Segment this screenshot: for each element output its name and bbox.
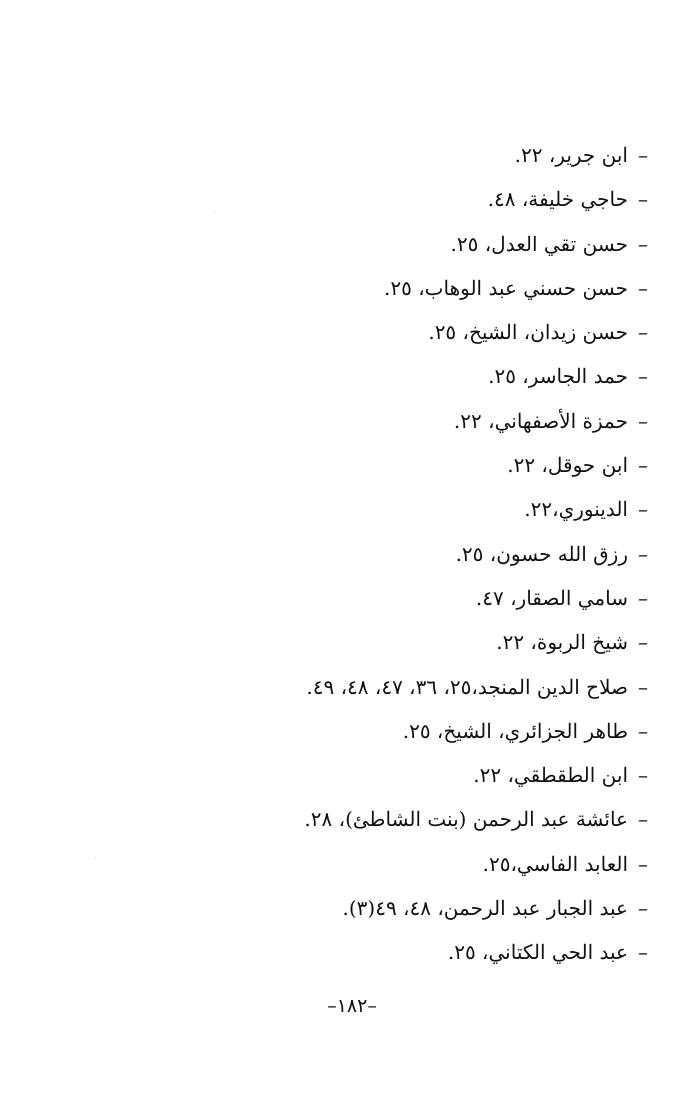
entry-dash: –: [638, 896, 648, 921]
index-entry: [48, 576, 648, 620]
entry-text: حمزة الأصفهاني، ٢٢.: [453, 408, 628, 433]
scan-speck: [214, 211, 215, 212]
index-entry: [48, 665, 648, 709]
entry-dash: –: [638, 453, 648, 478]
entry-text: ابن حوقل، ٢٢.: [507, 453, 628, 478]
entry-text: عائشة عبد الرحمن (بنت الشاطئ)، ٢٨.: [304, 807, 628, 832]
entry-dash: –: [638, 408, 648, 433]
entry-text: الدينوري،٢٢.: [524, 497, 628, 522]
entry-dash: –: [638, 674, 648, 699]
page-number: –١٨٢–: [327, 995, 377, 1017]
index-entry: [48, 177, 648, 221]
entry-dash: –: [638, 275, 648, 300]
entry-text: حسن حسني عبد الوهاب، ٢٥.: [384, 275, 628, 300]
index-entry: [48, 487, 648, 531]
index-entry: [48, 842, 648, 886]
index-entry: [48, 753, 648, 797]
index-entry: [48, 797, 648, 841]
entry-text: سامي الصقار، ٤٧.: [475, 585, 628, 610]
entry-dash: –: [638, 497, 648, 522]
entry-text: العابد الفاسي،٢٥.: [482, 851, 628, 876]
entry-dash: –: [638, 143, 648, 167]
entry-text: حسن تقي العدل، ٢٥.: [450, 231, 628, 256]
entry-dash: –: [638, 940, 648, 965]
entry-text: حسن زيدان، الشيخ، ٢٥.: [428, 320, 628, 345]
entry-dash: –: [638, 231, 648, 256]
index-entry: [48, 133, 648, 177]
entry-dash: –: [638, 364, 648, 389]
index-entry: [48, 222, 648, 266]
entry-dash: –: [638, 320, 648, 345]
index-entry: [48, 709, 648, 753]
entry-text: ابن الطقطقي، ٢٢.: [473, 763, 628, 788]
entry-dash: –: [638, 187, 648, 212]
entry-dash: –: [638, 630, 648, 655]
index-entry: [48, 310, 648, 354]
index-entry: [48, 532, 648, 576]
entry-dash: –: [638, 763, 648, 788]
index-entry: [48, 354, 648, 398]
index-entry: [48, 620, 648, 664]
entry-text: حاجي خليفة، ٤٨.: [487, 187, 628, 212]
scan-speck: [95, 858, 96, 859]
index-list: [48, 133, 648, 975]
entry-dash: –: [638, 807, 648, 832]
entry-dash: –: [638, 541, 648, 566]
index-entry: [48, 266, 648, 310]
entry-text: حمد الجاسر، ٢٥.: [488, 364, 628, 389]
entry-dash: –: [638, 718, 648, 743]
entry-text: عبد الجبار عبد الرحمن، ٤٨، ٤٩(٣).: [342, 896, 628, 921]
entry-text: رزق الله حسون، ٢٥.: [455, 541, 628, 566]
entry-text: طاهر الجزائري، الشيخ، ٢٥.: [402, 718, 628, 743]
entry-text: ابن جرير، ٢٢.: [514, 143, 628, 167]
entry-text: شيخ الربوة، ٢٢.: [496, 630, 628, 655]
index-entry: [48, 443, 648, 487]
index-entry: [48, 399, 648, 443]
entry-dash: –: [638, 585, 648, 610]
entry-dash: –: [638, 851, 648, 876]
entry-text: صلاح الدين المنجد،٢٥، ٣٦، ٤٧، ٤٨، ٤٩.: [306, 674, 628, 699]
entry-text: عبد الحي الكتاني، ٢٥.: [447, 940, 628, 965]
index-entry: [48, 930, 648, 974]
index-entry: [48, 886, 648, 930]
